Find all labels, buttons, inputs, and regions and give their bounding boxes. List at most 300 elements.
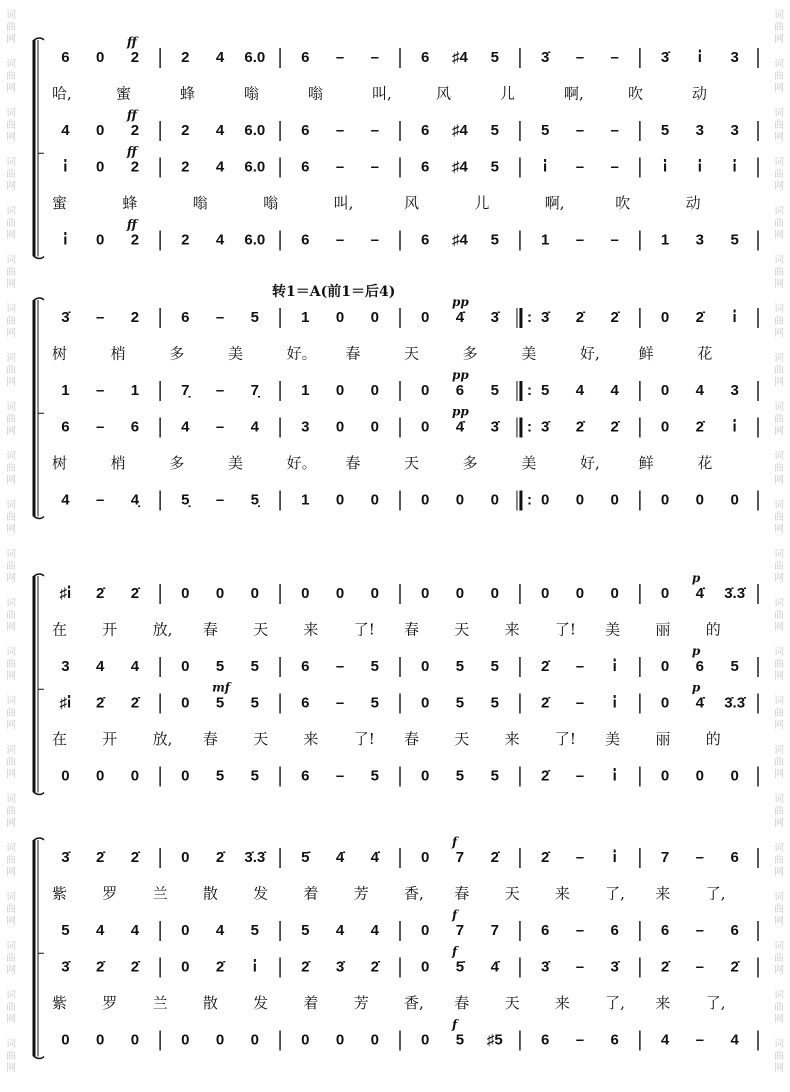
bracket-hook (34, 38, 44, 40)
watermark-char: 词 (6, 255, 16, 266)
note: 0 (660, 382, 670, 399)
dynamic-mark: ff (126, 144, 137, 159)
lyric-syllable: 动 (692, 84, 708, 103)
note: 4 (250, 418, 260, 436)
note: 4 (695, 382, 705, 399)
note: 3 (695, 231, 705, 249)
watermark-char: 曲 (6, 806, 16, 817)
lyric-syllable: 好。 (286, 344, 317, 363)
note: i̇ (663, 158, 668, 176)
note: 4 (181, 418, 190, 436)
watermark-char: 曲 (6, 71, 16, 82)
lyric-syllable: 了! (554, 730, 576, 748)
lyric-syllable: 叫, (372, 84, 392, 103)
note: 2 (130, 231, 140, 249)
note: 7 (455, 922, 465, 939)
note: 3̇.3̇ (724, 694, 746, 712)
lyric-syllable: 放, (152, 730, 173, 748)
note: 3̇ (540, 309, 550, 326)
bracket-hook (34, 257, 44, 259)
note: 5̇ (301, 849, 310, 866)
note: 6 (301, 767, 310, 785)
lyric-syllable: 散 (202, 994, 218, 1012)
note: i̇ (732, 309, 737, 326)
note: 6.0 (244, 231, 266, 249)
note: 6 (301, 122, 310, 139)
note: – (215, 418, 225, 436)
lyric-syllable: 美 (228, 344, 244, 363)
note: – (95, 491, 105, 509)
note-row (61, 491, 758, 511)
note: 2̇ (610, 418, 619, 436)
watermark-char: 网 (774, 1014, 784, 1025)
note: – (610, 49, 619, 66)
watermark-char: 词 (774, 402, 784, 413)
watermark-char: 网 (6, 720, 16, 731)
lyric-syllable: 春 (202, 620, 218, 639)
lyric-syllable: 哈, (52, 84, 72, 103)
note: – (335, 231, 345, 249)
watermark-char: 曲 (6, 316, 16, 327)
watermark-char: 网 (6, 181, 16, 192)
lyric-syllable: 花 (697, 344, 713, 363)
lyric-syllable: 春 (345, 344, 361, 363)
watermark-char: 曲 (6, 561, 16, 572)
watermark-char: 词 (774, 500, 784, 511)
dynamic-mark: p (691, 644, 701, 658)
note: 2̇ (610, 309, 619, 326)
watermark-char: 网 (774, 965, 784, 976)
lyric-syllable: 兰 (152, 884, 168, 903)
watermark-char: 曲 (6, 708, 16, 719)
note: 4 (575, 382, 585, 399)
watermark-char: 词 (6, 108, 16, 119)
note: 0 (61, 767, 70, 785)
note: 3̇.3̇ (244, 849, 266, 866)
note: 5 (490, 122, 499, 139)
watermark-char: 词 (774, 647, 784, 658)
note: 1 (660, 231, 670, 249)
watermark-char: 曲 (6, 512, 16, 523)
note-row (61, 405, 758, 438)
note: 0 (660, 767, 670, 785)
note-row (61, 35, 758, 68)
watermark-char: 网 (6, 279, 16, 290)
watermark-char: 词 (774, 794, 784, 805)
watermark-char: 网 (774, 720, 784, 731)
watermark-char: 曲 (774, 512, 784, 523)
note: 0 (181, 585, 190, 602)
lyric-syllable: 多 (462, 344, 478, 363)
note: 7 (455, 849, 465, 866)
watermark-char: 网 (6, 132, 16, 143)
watermark-char: 词 (6, 941, 16, 952)
lyric-syllable: 嗡 (308, 84, 324, 103)
watermark-char: 网 (6, 671, 16, 682)
lyric-syllable: 丽 (655, 620, 671, 639)
lyric-syllable: 好, (580, 454, 600, 472)
lyric-syllable: 儿 (500, 84, 516, 103)
lyric-syllable: 天 (454, 620, 470, 639)
lyric-syllable: 啊, (544, 194, 565, 212)
note: 4 (95, 922, 105, 939)
note: 3 (695, 122, 705, 139)
note: 5 (730, 658, 739, 675)
note: 0 (455, 585, 465, 602)
lyric-syllable: 了, (705, 884, 726, 903)
note: ♯5 (486, 1031, 503, 1049)
note: – (575, 958, 585, 976)
lyric-syllable: 开 (102, 730, 118, 748)
note: – (575, 49, 585, 66)
watermark-char: 词 (6, 304, 16, 315)
note: 3̇ (335, 958, 345, 976)
watermark-char: 网 (774, 867, 784, 878)
note: 0 (335, 1031, 345, 1049)
lyric-syllable: 鲜 (638, 454, 654, 472)
note: 3̇ (490, 309, 499, 326)
watermark-char: 词 (6, 794, 16, 805)
dynamic-mark: f (451, 908, 458, 922)
watermark-char: 曲 (6, 953, 16, 964)
watermark-char: 网 (774, 377, 784, 388)
note: – (335, 158, 345, 176)
watermark-char: 曲 (6, 169, 16, 180)
note: i̇ (63, 231, 68, 249)
note: – (695, 849, 705, 866)
watermark-char: 网 (774, 622, 784, 633)
note: 2̇ (490, 849, 499, 866)
note: – (575, 922, 585, 939)
note: 4 (730, 1031, 739, 1049)
note: 0 (181, 849, 190, 866)
lyric-syllable: 蜜 (116, 84, 132, 103)
note: 5 (250, 694, 260, 712)
note: 4 (61, 122, 70, 139)
watermark-char: 词 (6, 843, 16, 854)
lyric-syllable: 嗡 (192, 194, 208, 212)
note: – (95, 382, 105, 399)
lyric-syllable: 美 (605, 620, 621, 639)
dynamic-mark: mf (212, 680, 230, 695)
watermark-char: 词 (6, 1039, 16, 1050)
note: 4 (130, 658, 140, 675)
lyric-syllable: 梢 (110, 454, 126, 472)
note: 7̣ (181, 382, 190, 399)
note: i̇ (612, 658, 617, 675)
watermark-char: 网 (6, 818, 16, 829)
key-change-label: 转1＝A(前1＝后4) (272, 284, 396, 300)
note: 5 (490, 694, 499, 712)
note: – (335, 694, 345, 712)
note: 7 (490, 922, 499, 939)
note: – (370, 158, 379, 176)
note: 3̇ (540, 958, 550, 976)
watermark-char: 网 (6, 1063, 16, 1074)
note: – (95, 418, 105, 436)
lyric-syllable: 了! (353, 730, 375, 748)
system-3 (34, 571, 758, 795)
lyric-syllable: 叫, (333, 194, 354, 212)
lyric-syllable: 蜂 (122, 194, 138, 212)
watermark-char: 词 (774, 990, 784, 1001)
note: 5 (455, 1031, 465, 1049)
lyric-row (52, 994, 725, 1012)
score-systems (34, 35, 758, 1059)
watermark-char: 曲 (6, 904, 16, 915)
note-row (63, 218, 758, 251)
note: 5 (660, 122, 670, 139)
watermark-char: 词 (6, 696, 16, 707)
note: 5 (455, 694, 465, 712)
note: 1 (301, 491, 310, 509)
note: 0 (455, 491, 465, 509)
note: 6 (421, 231, 430, 249)
lyric-syllable: 美 (228, 454, 244, 472)
note: – (610, 158, 619, 176)
note-row (61, 108, 758, 141)
note: 2̇ (370, 958, 379, 976)
lyric-syllable: 在 (52, 730, 68, 748)
watermark-char: 网 (774, 83, 784, 94)
watermark-char: 网 (774, 132, 784, 143)
note: 4 (130, 922, 140, 939)
note: 6.0 (244, 122, 266, 139)
note: i̇ (543, 158, 548, 176)
note: 0 (181, 658, 190, 675)
watermark-char: 词 (774, 10, 784, 21)
note: ♯4 (452, 158, 468, 176)
lyric-syllable: 开 (102, 620, 118, 639)
note: 5 (455, 658, 465, 675)
note: 6.0 (244, 158, 266, 176)
lyric-syllable: 来 (554, 884, 570, 903)
watermark-char: 词 (6, 402, 16, 413)
note: 6 (301, 694, 310, 712)
watermark-char: 曲 (774, 757, 784, 768)
note: 3 (301, 418, 310, 436)
watermark-char: 曲 (774, 659, 784, 670)
note: 1 (301, 382, 310, 399)
lyric-syllable: 芳 (353, 994, 369, 1012)
lyric-syllable: 春 (202, 730, 218, 748)
dynamic-mark: pp (451, 368, 469, 382)
dynamic-mark: f (451, 835, 458, 849)
note: 2̇ (575, 418, 585, 436)
watermark-char: 曲 (6, 365, 16, 376)
note: 2̇ (215, 849, 225, 866)
note: – (335, 49, 345, 66)
note: 1 (61, 382, 70, 399)
repeat-dots: : (526, 309, 532, 326)
note: 1 (540, 231, 550, 249)
lyric-syllable: 天 (404, 344, 420, 363)
note: 6 (301, 658, 310, 675)
watermark-char: 词 (6, 500, 16, 511)
watermark-char: 网 (774, 1063, 784, 1074)
note: ♯i̇ (59, 694, 72, 712)
watermark-char: 曲 (6, 267, 16, 278)
note: – (695, 958, 705, 976)
note: 4 (215, 49, 225, 66)
note: i̇ (732, 418, 737, 436)
lyric-syllable: 春 (404, 730, 420, 748)
note: 0 (215, 585, 225, 602)
lyric-syllable: 天 (253, 620, 269, 639)
watermark-char: 词 (6, 157, 16, 168)
note: ♯i̇ (59, 585, 72, 602)
note: – (215, 382, 225, 399)
watermark-char: 曲 (774, 169, 784, 180)
note: 4 (215, 122, 225, 139)
watermark-char: 网 (6, 1014, 16, 1025)
watermark-char: 词 (774, 157, 784, 168)
lyric-syllable: 来 (554, 994, 570, 1012)
lyric-syllable: 美 (521, 454, 537, 472)
note: 5 (215, 767, 225, 785)
watermark-char: 词 (6, 745, 16, 756)
note: 2̇ (540, 694, 550, 712)
note: 4̇ (370, 849, 379, 866)
note: 0 (730, 491, 739, 509)
note: 0 (660, 585, 670, 602)
watermark-char: 网 (6, 475, 16, 486)
watermark-char: 词 (774, 843, 784, 854)
dynamic-mark: ff (126, 35, 137, 49)
lyric-syllable: 罗 (102, 884, 118, 903)
watermark-char: 曲 (6, 120, 16, 131)
note: 2̇ (130, 849, 140, 866)
note: 0 (575, 491, 585, 509)
dynamic-mark: p (691, 571, 701, 585)
note: 3̇ (540, 49, 550, 66)
watermark-char: 词 (774, 941, 784, 952)
watermark-char: 词 (774, 598, 784, 609)
lyric-syllable: 来 (303, 620, 319, 639)
note: 0 (370, 382, 379, 399)
watermark-char: 曲 (6, 659, 16, 670)
note: 0 (181, 958, 190, 976)
bracket-hook (34, 1057, 44, 1059)
note: 0 (95, 122, 105, 139)
note: 0 (575, 585, 585, 602)
note: 3 (61, 658, 70, 675)
note: 0 (421, 694, 430, 712)
note: – (575, 849, 585, 866)
bracket-hook (34, 793, 44, 795)
watermark-char: 曲 (774, 71, 784, 82)
watermark-char: 词 (6, 59, 16, 70)
note: 2̇ (730, 958, 739, 976)
note: 5 (490, 158, 499, 176)
lyric-syllable: 香, (404, 884, 424, 903)
note: 2 (130, 49, 140, 66)
dynamic-mark: pp (451, 404, 469, 419)
note: – (335, 122, 345, 139)
lyric-row (52, 194, 701, 212)
note: – (575, 658, 585, 675)
note: 2̇ (95, 958, 105, 976)
watermark-char: 曲 (6, 855, 16, 866)
note: i̇ (732, 158, 737, 176)
note: 4 (610, 382, 619, 399)
note: 6 (730, 849, 739, 866)
note: 3 (730, 122, 739, 139)
note: – (215, 309, 225, 326)
system-4 (34, 835, 758, 1059)
note: 6 (61, 49, 70, 66)
watermark-char: 曲 (774, 414, 784, 425)
lyric-syllable: 鲜 (638, 344, 654, 363)
note: 0 (421, 1031, 430, 1049)
note-row (60, 571, 758, 604)
lyric-syllable: 罗 (102, 994, 118, 1012)
note: 0 (540, 491, 550, 509)
watermark-char: 词 (774, 304, 784, 315)
lyric-syllable: 蜜 (52, 194, 68, 212)
lyric-syllable: 梢 (110, 344, 126, 363)
note: 4 (61, 491, 70, 509)
note: 5 (250, 658, 260, 675)
lyric-syllable: 风 (436, 84, 452, 103)
note-row (60, 681, 758, 714)
lyric-syllable: 春 (345, 454, 361, 472)
note: i̇ (612, 694, 617, 712)
lyric-syllable: 天 (253, 730, 269, 748)
note-row (61, 1018, 758, 1051)
watermark-char: 曲 (774, 22, 784, 33)
note: 2̇ (301, 958, 310, 976)
note: 6 (540, 922, 550, 939)
lyric-syllable: 来 (655, 994, 671, 1012)
note: i̇ (612, 767, 617, 785)
dynamic-mark: pp (451, 295, 469, 309)
note: 2 (181, 158, 190, 176)
note: 3̇ (490, 418, 499, 436)
note: 0 (421, 491, 430, 509)
note: 2 (181, 231, 190, 249)
note: 0 (61, 1031, 70, 1049)
note: – (575, 1031, 585, 1049)
watermark-char: 网 (6, 867, 16, 878)
note: 7̣ (250, 382, 260, 399)
lyric-syllable: 天 (504, 994, 520, 1012)
system-2 (34, 295, 758, 519)
lyric-syllable: 香, (404, 994, 424, 1012)
note: 2 (181, 122, 190, 139)
note: 0 (730, 767, 739, 785)
note: 0 (250, 585, 260, 602)
note: – (695, 922, 705, 939)
note: 2̇ (130, 958, 140, 976)
watermark-char: 网 (6, 83, 16, 94)
note: i̇ (612, 849, 617, 866)
note: 4̇ (490, 958, 499, 976)
note: 4 (215, 231, 225, 249)
lyric-syllable: 来 (303, 730, 319, 748)
note: 6 (421, 49, 430, 66)
note: 2̇ (95, 585, 105, 602)
note: 2̇ (130, 694, 140, 712)
note: 4 (335, 922, 345, 939)
note: 2̇ (540, 849, 550, 866)
note: 4 (215, 922, 225, 939)
watermark-char: 词 (6, 10, 16, 21)
note: 5 (370, 694, 379, 712)
watermark-char: 词 (6, 647, 16, 658)
lyric-syllable: 动 (685, 194, 701, 212)
note: 0 (421, 767, 430, 785)
